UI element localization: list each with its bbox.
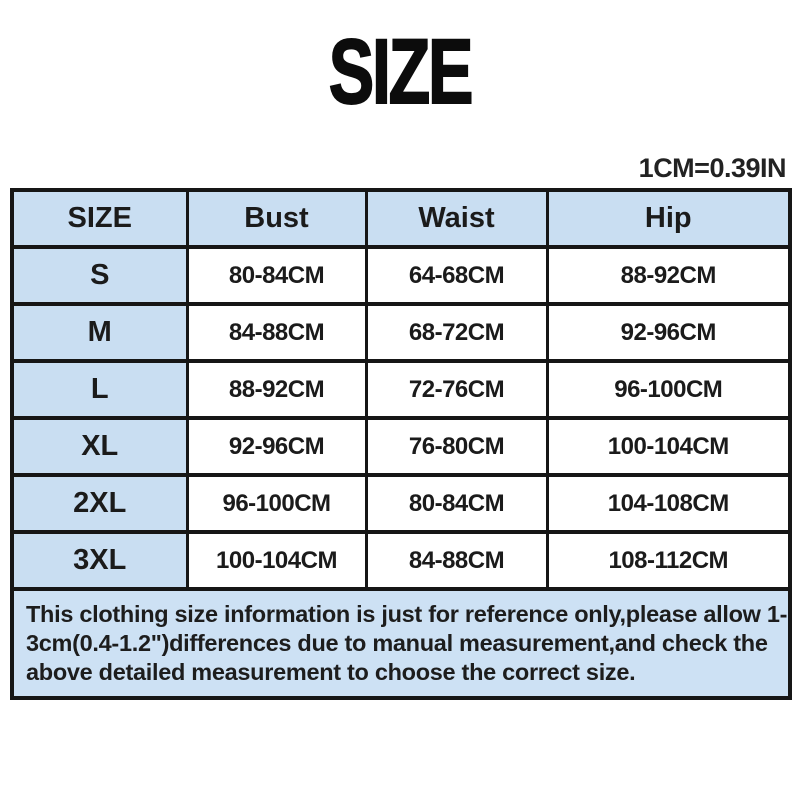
disclaimer-note: [12, 589, 790, 698]
hip-value-cell: 92-96CM: [547, 304, 790, 361]
disclaimer-line-1: This clothing size information is just for reference only,please allow 1-: [26, 601, 788, 627]
column-header-size: SIZE: [12, 190, 187, 247]
size-label-cell: L: [12, 361, 187, 418]
bust-value-cell: 88-92CM: [187, 361, 366, 418]
waist-value-cell: 72-76CM: [366, 361, 547, 418]
disclaimer-line-2: 3cm(0.4-1.2")differences due to manual measurement,and check the: [26, 630, 768, 656]
size-label-cell: S: [12, 247, 187, 304]
hip-value-cell: 108-112CM: [547, 532, 790, 589]
column-header-waist: Waist: [366, 190, 547, 247]
size-label-cell: 2XL: [12, 475, 187, 532]
hip-value-cell: 100-104CM: [547, 418, 790, 475]
page-title: SIZE: [328, 21, 472, 123]
hip-value-cell: 88-92CM: [547, 247, 790, 304]
bust-value-cell: 92-96CM: [187, 418, 366, 475]
column-header-hip: Hip: [547, 190, 790, 247]
waist-value-cell: 84-88CM: [366, 532, 547, 589]
size-label-cell: XL: [12, 418, 187, 475]
bust-value-cell: 84-88CM: [187, 304, 366, 361]
column-header-bust: Bust: [187, 190, 366, 247]
disclaimer-line-3: above detailed measurement to choose the correct size.: [26, 659, 636, 685]
disclaimer-row: [12, 589, 790, 698]
size-row-l: [12, 361, 790, 418]
bust-value-cell: 80-84CM: [187, 247, 366, 304]
bust-value-cell: 96-100CM: [187, 475, 366, 532]
size-row-2xl: [12, 475, 790, 532]
waist-value-cell: 80-84CM: [366, 475, 547, 532]
hip-value-cell: 96-100CM: [547, 361, 790, 418]
waist-value-cell: 64-68CM: [366, 247, 547, 304]
size-table: [10, 188, 792, 700]
size-row-m: [12, 304, 790, 361]
size-row-s: [12, 247, 790, 304]
unit-conversion-note: 1CM=0.39IN: [638, 153, 786, 183]
size-row-xl: [12, 418, 790, 475]
size-label-cell: M: [12, 304, 187, 361]
size-row-3xl: [12, 532, 790, 589]
header-row: [12, 190, 790, 247]
bust-value-cell: 100-104CM: [187, 532, 366, 589]
waist-value-cell: 68-72CM: [366, 304, 547, 361]
hip-value-cell: 104-108CM: [547, 475, 790, 532]
waist-value-cell: 76-80CM: [366, 418, 547, 475]
size-label-cell: 3XL: [12, 532, 187, 589]
